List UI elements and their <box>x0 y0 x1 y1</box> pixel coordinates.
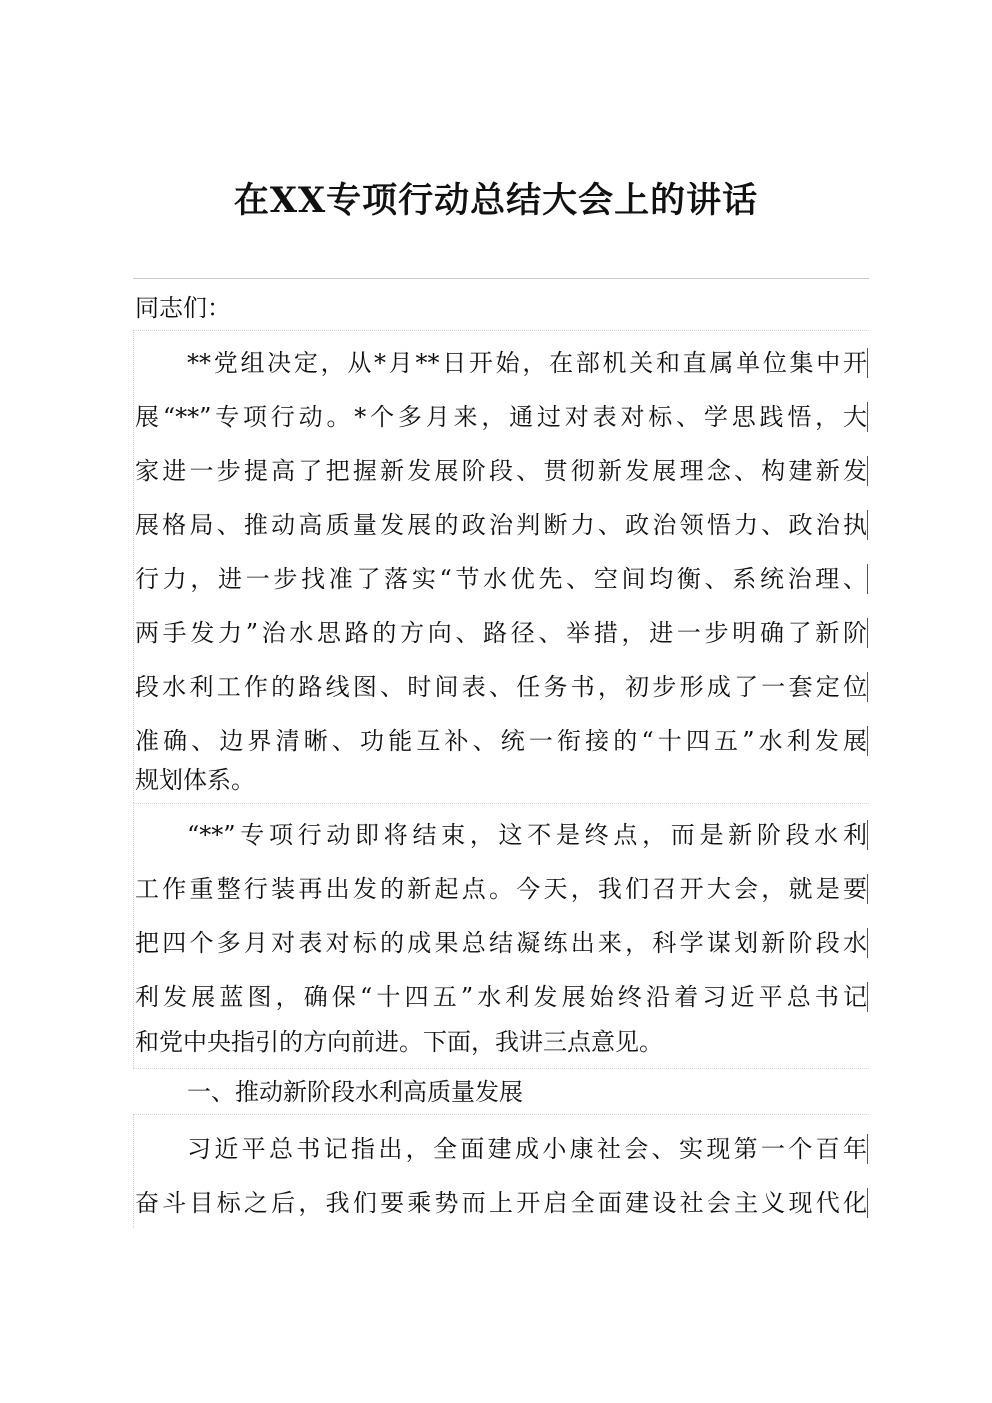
paragraph-1-line: **党组决定，从*月**日开始，在部机关和直属单位集中开 <box>187 349 867 377</box>
line-end-marker <box>867 820 868 850</box>
frame-left-edge <box>133 330 134 803</box>
line-end-marker <box>867 982 868 1012</box>
frame-left-edge <box>133 1114 134 1228</box>
paragraph-2-line: 把四个多月对表对标的成果总结凝练出来，科学谋划新阶段水 <box>135 929 867 957</box>
line-end-marker <box>867 510 868 540</box>
document-title: 在XX专项行动总结大会上的讲话 <box>233 180 759 221</box>
line-end-marker <box>867 564 868 594</box>
paragraph-3-line: 奋斗目标之后，我们要乘势而上开启全面建设社会主义现代化 <box>135 1189 867 1217</box>
paragraph-2-line: 利发展蓝图，确保“十四五”水利发展始终沿着习近平总书记 <box>135 983 867 1011</box>
row-divider <box>133 330 869 331</box>
row-divider <box>133 1114 869 1115</box>
paragraph-1-line: 行力，进一步找准了落实“节水优先、空间均衡、系统治理、 <box>135 565 867 593</box>
paragraph-1-line: 展格局、推动高质量发展的政治判断力、政治领悟力、政治执 <box>135 511 867 539</box>
paragraph-2-line: 和党中央指引的方向前进。下面，我讲三点意见。 <box>135 1028 663 1056</box>
row-divider <box>133 1068 869 1069</box>
salutation: 同志们： <box>135 294 231 322</box>
line-end-marker <box>867 874 868 904</box>
line-end-marker <box>867 348 868 378</box>
paragraph-1-line: 规划体系。 <box>135 766 255 794</box>
paragraph-1-line: 家进一步提高了把握新发展阶段、贯彻新发展理念、构建新发 <box>135 457 867 485</box>
paragraph-2-line: 工作重整行装再出发的新起点。今天，我们召开大会，就是要 <box>135 875 867 903</box>
paragraph-3-line: 习近平总书记指出，全面建成小康社会、实现第一个百年 <box>187 1135 867 1163</box>
paragraph-1-line: 展“**”专项行动。*个多月来，通过对表对标、学思践悟，大 <box>135 403 867 431</box>
paragraph-1-line: 准确、边界清晰、功能互补、统一衔接的“十四五”水利发展 <box>135 727 867 755</box>
frame-left-edge <box>133 803 134 1068</box>
line-end-marker <box>867 1134 868 1164</box>
paragraph-2-line: “**”专项行动即将结束，这不是终点，而是新阶段水利 <box>187 821 867 849</box>
line-end-marker <box>867 726 868 756</box>
paragraph-1-line: 两手发力”治水思路的方向、路径、举措，进一步明确了新阶 <box>135 619 867 647</box>
paragraph-1-line: 段水利工作的路线图、时间表、任务书，初步形成了一套定位 <box>135 673 867 701</box>
line-end-marker <box>867 456 868 486</box>
line-end-marker <box>867 1188 868 1218</box>
row-divider <box>133 803 869 804</box>
section-heading: 一、推动新阶段水利高质量发展 <box>187 1078 523 1106</box>
line-end-marker <box>867 402 868 432</box>
line-end-marker <box>867 618 868 648</box>
line-end-marker <box>867 928 868 958</box>
line-end-marker <box>867 672 868 702</box>
